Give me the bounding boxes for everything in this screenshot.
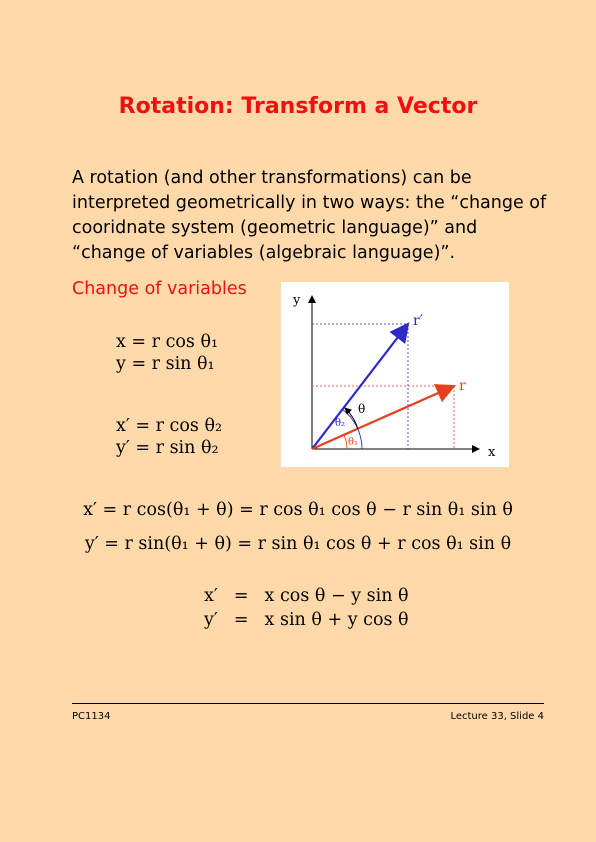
vector-r [312, 386, 454, 449]
equation-x-prime: x′ = r cos θ₂ [116, 416, 222, 436]
expanded-equation-x: x′ = r cos(θ₁ + θ) = r cos θ₁ cos θ − r sin θ₁ sin θ [83, 500, 513, 520]
axis-label-y: y [293, 293, 301, 308]
axis-label-x: x [488, 445, 496, 460]
intro-paragraph: A rotation (and other transformations) can be interpreted geometrically in two ways: the “change of cooridnate system (geometric language)” and “change of variables (algebraic language)”. [72, 168, 547, 263]
result-x-rhs: x cos θ − y sin θ [264, 586, 409, 606]
footer-course: PC1134 [72, 711, 111, 722]
result-y-op: = [233, 610, 249, 630]
theta1-arc [344, 435, 347, 449]
footer-slide-number: Lecture 33, Slide 4 [450, 711, 544, 722]
equation-y-prime: y′ = r sin θ₂ [116, 438, 219, 458]
subheading-change-of-variables: Change of variables [72, 279, 247, 299]
vector-r-prime [312, 324, 408, 449]
footer-rule [72, 703, 544, 704]
rotation-diagram [281, 282, 509, 467]
equation-x: x = r cos θ₁ [116, 332, 219, 352]
label-r: r [459, 378, 466, 394]
slide-title: Rotation: Transform a Vector [118, 94, 478, 119]
label-r-prime: r′ [413, 313, 423, 329]
result-x-op: = [233, 586, 249, 606]
label-theta2: θ₂ [335, 418, 346, 429]
equation-group-2 [116, 415, 222, 459]
equation-group-1 [116, 331, 218, 375]
result-y-lhs: y′ [204, 610, 218, 630]
expanded-equation-y: y′ = r sin(θ₁ + θ) = r sin θ₁ cos θ + r cos θ₁ sin θ [84, 534, 512, 554]
label-theta1: θ₁ [348, 437, 359, 448]
equation-y: y = r sin θ₁ [116, 354, 215, 374]
rotation-figure [281, 282, 509, 467]
result-y-rhs: x sin θ + y cos θ [264, 610, 409, 630]
label-theta: θ [358, 402, 366, 416]
result-x-lhs: x′ [204, 586, 218, 606]
result-equations [196, 584, 417, 632]
